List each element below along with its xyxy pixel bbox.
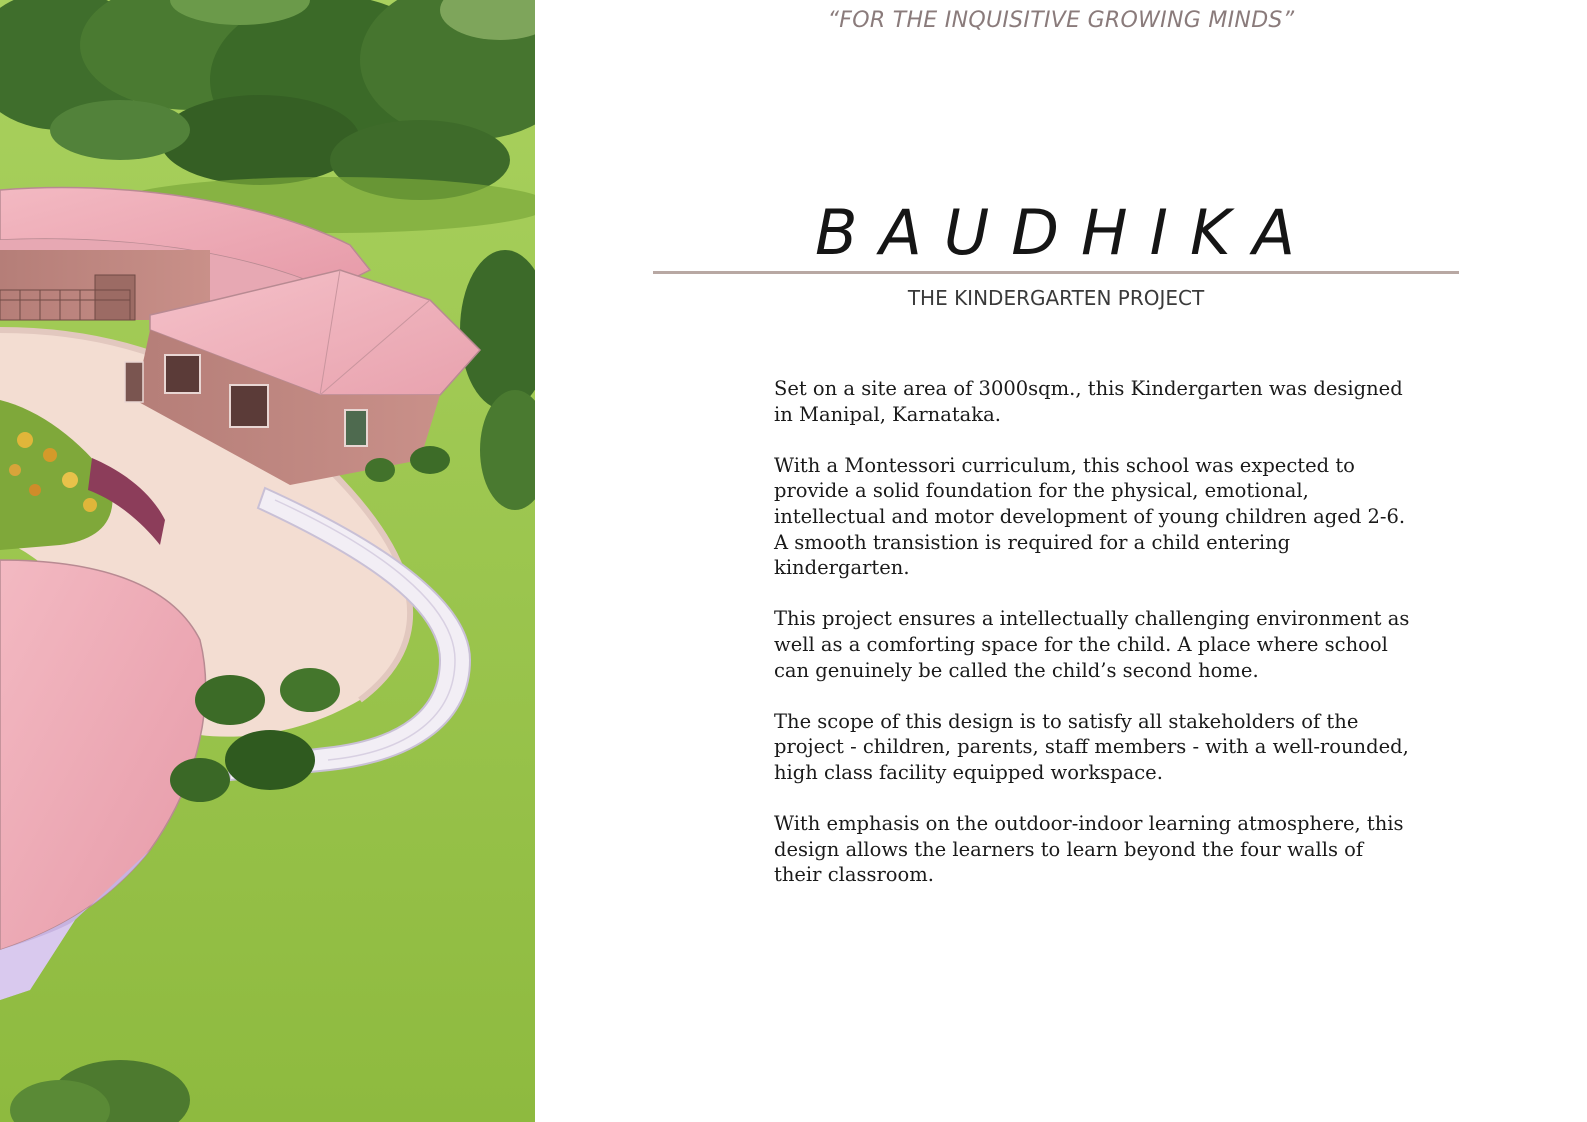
title-divider bbox=[653, 271, 1459, 274]
project-description bbox=[774, 376, 1414, 913]
site-rendering-image bbox=[0, 0, 535, 1122]
project-title: BAUDHIKA bbox=[814, 196, 1318, 269]
description-paragraph: This project ensures a intellectually challenging environment as well as a comforting space for the child. A place where school can genuinely be called the child’s second home. bbox=[774, 607, 1410, 682]
project-subtitle: THE KINDERGARTEN PROJECT bbox=[907, 286, 1205, 310]
description-paragraph: The scope of this design is to satisfy all stakeholders of the project - children, parents, staff members - with a well-rounded, high class facility equipped workspace. bbox=[774, 709, 1409, 784]
description-paragraph: With emphasis on the outdoor-indoor learning atmosphere, this design allows the learners to learn beyond the four walls of their classroom. bbox=[774, 812, 1404, 887]
description-paragraph: With a Montessori curriculum, this school was expected to provide a solid foundation for the physical, emotional, intellectual and motor development of young children aged 2-6. A smooth transistion is required for a child entering kindergarten. bbox=[774, 453, 1406, 580]
description-paragraph: Set on a site area of 3000sqm., this Kindergarten was designed in Manipal, Karnataka. bbox=[774, 377, 1403, 426]
tagline: “FOR THE INQUISITIVE GROWING MINDS” bbox=[827, 8, 1295, 33]
